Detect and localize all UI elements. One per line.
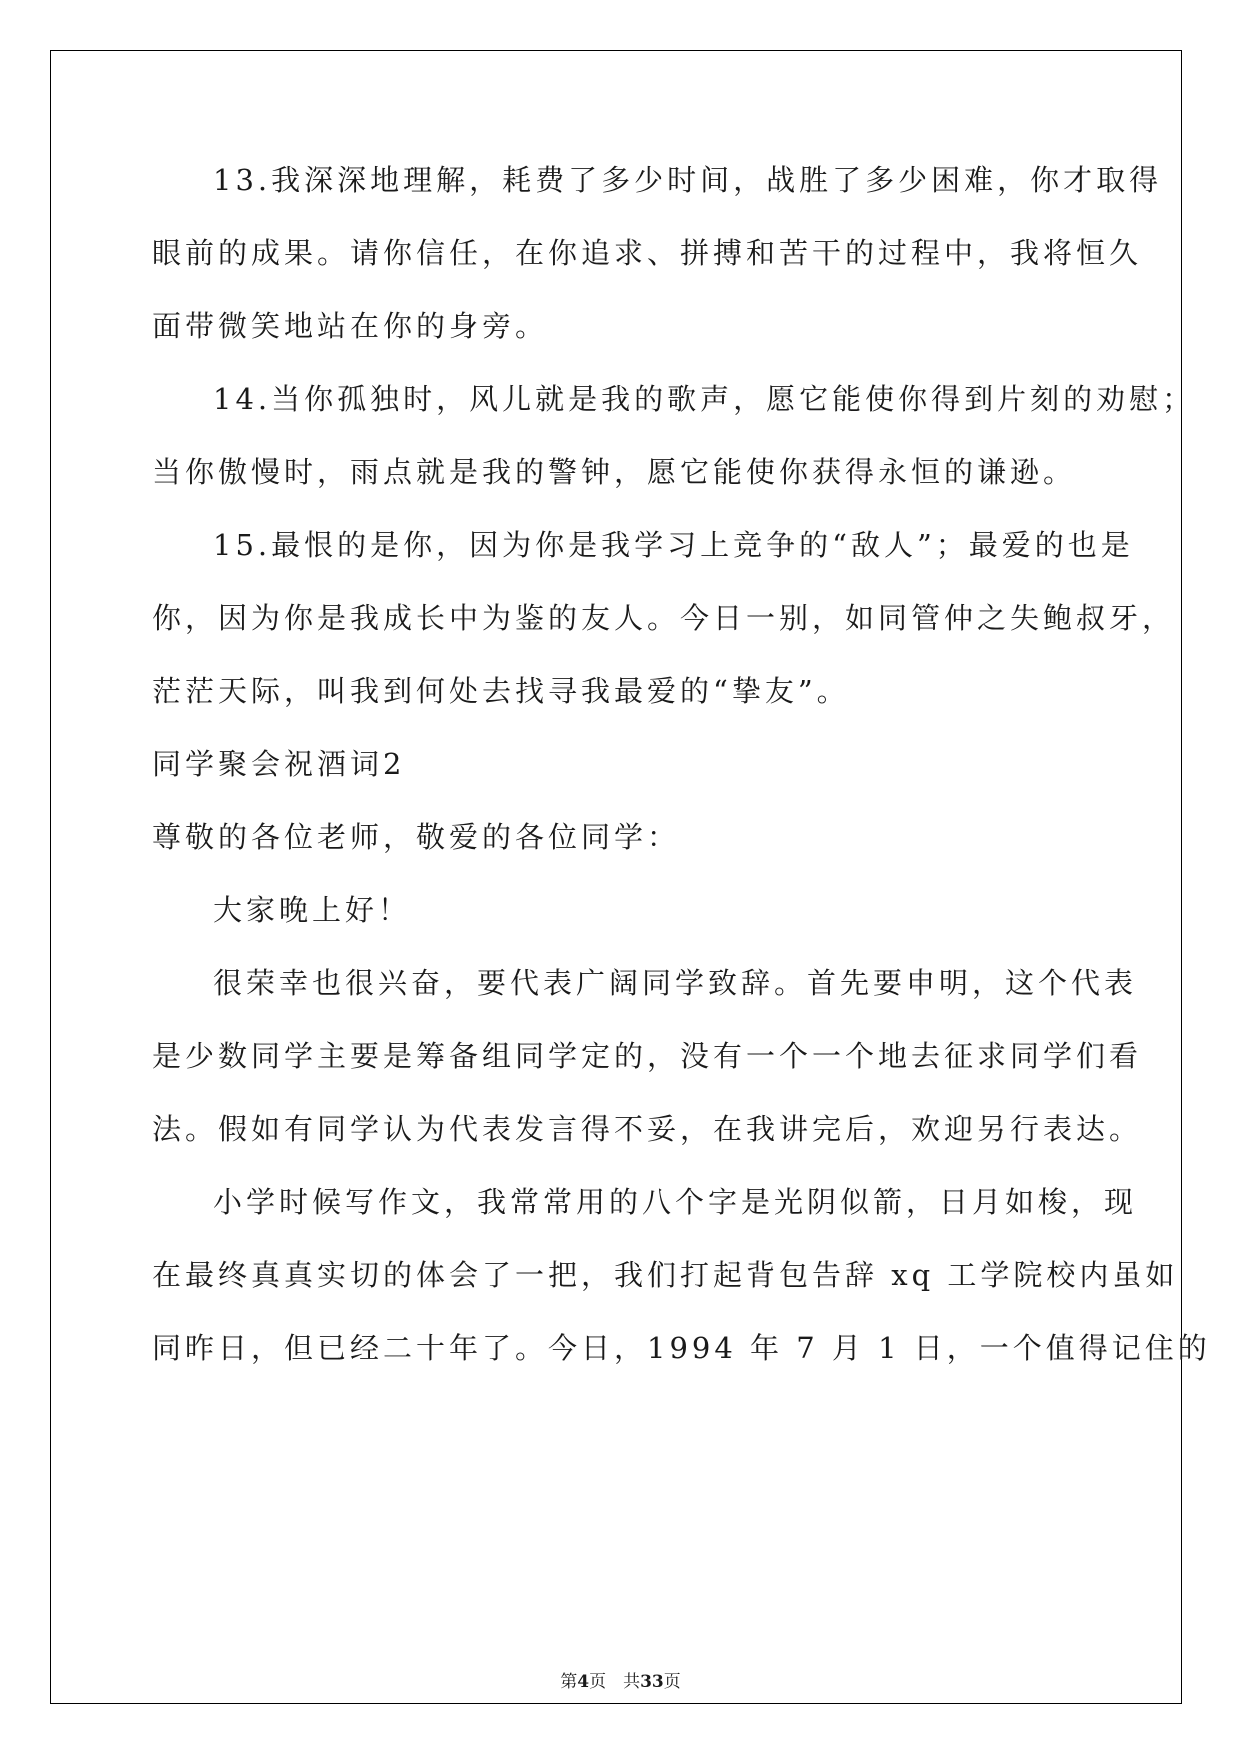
intro-line-3: 法。假如有同学认为代表发言得不妥，在我讲完后，欢迎另行表达。 [152, 1112, 1143, 1146]
paragraph-14-line-2: 当你傲慢时，雨点就是我的警钟，愿它能使你获得永恒的谦逊。 [152, 455, 1077, 489]
section-heading: 同学聚会祝酒词2 [152, 747, 406, 781]
memory-line-1: 小学时候写作文，我常常用的八个字是光阴似箭，日月如梭，现 [213, 1185, 1138, 1219]
footer-total-pages: 33 [640, 1672, 664, 1692]
paragraph-13-line-3: 面带微笑地站在你的身旁。 [152, 309, 549, 343]
paragraph-15-line-1: 15.最恨的是你，因为你是我学习上竞争的“敌人”；最爱的也是 [213, 528, 1134, 562]
greeting: 大家晚上好！ [213, 893, 412, 927]
intro-line-2: 是少数同学主要是筹备组同学定的，没有一个一个地去征求同学们看 [152, 1039, 1143, 1073]
paragraph-14-line-1: 14.当你孤独时，风儿就是我的歌声，愿它能使你得到片刻的劝慰； [213, 382, 1196, 416]
footer-suffix: 页 [663, 1672, 681, 1692]
page-footer [0, 1670, 1241, 1694]
footer-mid: 页 共 [589, 1672, 641, 1692]
footer-prefix: 第 [560, 1672, 578, 1692]
salutation: 尊敬的各位老师，敬爱的各位同学： [152, 820, 681, 854]
memory-line-3: 同昨日，但已经二十年了。今日，1994 年 7 月 1 日，一个值得记住的 [152, 1331, 1211, 1365]
paragraph-15-line-2: 你，因为你是我成长中为鉴的友人。今日一别，如同管仲之失鲍叔牙， [152, 601, 1176, 635]
paragraph-13-line-2: 眼前的成果。请你信任，在你追求、拼搏和苦干的过程中，我将恒久 [152, 236, 1143, 270]
paragraph-15-line-3: 茫茫天际，叫我到何处去找寻我最爱的“挚友”。 [152, 674, 850, 708]
paragraph-13-line-1: 13.我深深地理解，耗费了多少时间，战胜了多少困难，你才取得 [213, 163, 1163, 197]
page-border [50, 50, 1182, 1704]
memory-line-2: 在最终真真实切的体会了一把，我们打起背包告辞 xq 工学院校内虽如 [152, 1258, 1179, 1292]
intro-line-1: 很荣幸也很兴奋，要代表广阔同学致辞。首先要申明，这个代表 [213, 966, 1138, 1000]
footer-page-number: 4 [577, 1672, 590, 1692]
